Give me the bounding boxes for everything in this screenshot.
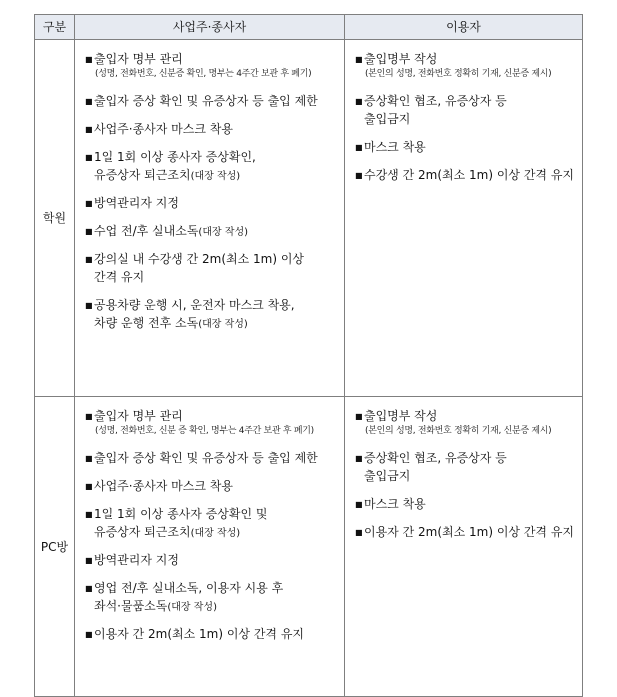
item-text: 출입금지 bbox=[364, 111, 411, 126]
item-text: 마스크 착용 bbox=[364, 496, 426, 511]
item-text-line bbox=[85, 148, 336, 166]
item-suffix: (대장 작성) bbox=[198, 318, 248, 330]
item-text: 증상확인 협조, 유증상자 등 bbox=[364, 450, 507, 465]
item-text: 유증상자 퇴근조치 bbox=[94, 524, 191, 539]
item-text: 출입금지 bbox=[364, 468, 411, 483]
square-bullet-icon: ■ bbox=[85, 453, 93, 463]
square-bullet-icon: ■ bbox=[85, 555, 93, 565]
item-text-line bbox=[85, 314, 336, 332]
list-item bbox=[355, 166, 574, 184]
item-text: 출입명부 작성 bbox=[364, 52, 438, 66]
item-text-line bbox=[85, 296, 336, 314]
item-text: 출입자 증상 확인 및 유증상자 등 출입 제한 bbox=[94, 450, 318, 465]
item-text: 사업주·종사자 마스크 착용 bbox=[94, 478, 233, 493]
list-item bbox=[85, 579, 336, 615]
item-text: 공용차량 운행 시, 운전자 마스크 착용, bbox=[94, 297, 295, 312]
item-text: 이용자 간 2m(최소 1m) 이상 간격 유지 bbox=[364, 524, 575, 539]
list-item bbox=[85, 250, 336, 286]
square-bullet-icon: ■ bbox=[85, 226, 93, 236]
item-text-line bbox=[355, 138, 574, 156]
item-text-line bbox=[355, 523, 574, 541]
item-text: 간격 유지 bbox=[94, 269, 145, 284]
item-text-line bbox=[355, 110, 574, 128]
header-user: 이용자 bbox=[345, 15, 583, 40]
item-suffix: (대장 작성) bbox=[198, 226, 249, 238]
item-text-line bbox=[85, 92, 336, 110]
item-suffix: (대장 작성) bbox=[167, 601, 217, 613]
item-text-line bbox=[355, 495, 574, 513]
square-bullet-icon: ■ bbox=[85, 152, 93, 162]
item-text-line bbox=[355, 50, 574, 68]
item-text: 수업 전/후 실내소독 bbox=[94, 223, 199, 238]
item-text-line bbox=[85, 194, 336, 212]
square-bullet-icon: ■ bbox=[355, 170, 363, 180]
table-row bbox=[35, 397, 583, 697]
item-text-line bbox=[85, 449, 336, 467]
item-note: (본인의 성명, 전화번호 정확히 기재, 신분증 제시) bbox=[365, 69, 552, 79]
list-item bbox=[85, 551, 336, 569]
item-text: 마스크 착용 bbox=[364, 139, 426, 154]
list-item bbox=[85, 148, 336, 184]
item-text: 방역관리자 지정 bbox=[94, 195, 179, 210]
item-text: 1일 1회 이상 종사자 증상확인 및 bbox=[94, 506, 268, 521]
item-text-line bbox=[85, 551, 336, 569]
square-bullet-icon: ■ bbox=[355, 527, 363, 537]
item-text: 출입자 명부 관리 bbox=[94, 409, 183, 423]
user-rules-cell bbox=[345, 397, 583, 697]
item-note: (본인의 성명, 전화번호 정확히 기재, 신분증 제시) bbox=[365, 426, 552, 436]
item-suffix: (대장 작성) bbox=[190, 527, 241, 539]
item-text-line bbox=[355, 407, 574, 425]
quarantine-rules-table bbox=[34, 14, 583, 697]
item-text: 출입자 명부 관리 bbox=[94, 52, 183, 66]
square-bullet-icon: ■ bbox=[85, 198, 93, 208]
item-text-line bbox=[355, 467, 574, 485]
item-list bbox=[355, 407, 574, 541]
category-cell: PC방 bbox=[35, 397, 75, 697]
item-text: 1일 1회 이상 종사자 증상확인, bbox=[94, 149, 256, 164]
list-item bbox=[355, 50, 574, 82]
item-text-line bbox=[85, 50, 336, 68]
square-bullet-icon: ■ bbox=[85, 96, 93, 106]
square-bullet-icon: ■ bbox=[85, 583, 93, 593]
item-text: 방역관리자 지정 bbox=[94, 552, 179, 567]
list-item bbox=[85, 449, 336, 467]
item-text: 강의실 내 수강생 간 2m(최소 1m) 이상 bbox=[94, 251, 305, 266]
item-text-line bbox=[85, 625, 336, 643]
header-operator: 사업주·종사자 bbox=[75, 15, 345, 40]
item-text-line bbox=[85, 579, 336, 597]
item-text-line bbox=[355, 449, 574, 467]
list-item bbox=[355, 495, 574, 513]
item-text: 이용자 간 2m(최소 1m) 이상 간격 유지 bbox=[94, 626, 305, 641]
operator-rules-cell bbox=[75, 40, 345, 397]
item-text: 영업 전/후 실내소독, 이용자 시용 후 bbox=[94, 580, 284, 595]
square-bullet-icon: ■ bbox=[85, 509, 93, 519]
item-text: 증상확인 협조, 유증상자 등 bbox=[364, 93, 507, 108]
square-bullet-icon: ■ bbox=[85, 629, 93, 639]
square-bullet-icon: ■ bbox=[85, 55, 93, 64]
item-text-line bbox=[85, 523, 336, 541]
square-bullet-icon: ■ bbox=[85, 124, 93, 134]
item-text-line bbox=[85, 597, 336, 615]
item-text-line bbox=[85, 250, 336, 268]
list-item bbox=[85, 296, 336, 332]
list-item bbox=[355, 407, 574, 439]
item-text-line bbox=[85, 166, 336, 184]
list-item bbox=[85, 92, 336, 110]
list-item bbox=[355, 92, 574, 128]
item-text-line bbox=[85, 477, 336, 495]
list-item bbox=[85, 505, 336, 541]
item-list bbox=[355, 50, 574, 184]
item-text-line bbox=[85, 505, 336, 523]
list-item bbox=[85, 222, 336, 240]
list-item bbox=[85, 625, 336, 643]
square-bullet-icon: ■ bbox=[85, 412, 93, 421]
item-suffix: (대장 작성) bbox=[190, 170, 241, 182]
square-bullet-icon: ■ bbox=[355, 453, 363, 463]
list-item bbox=[85, 50, 336, 82]
square-bullet-icon: ■ bbox=[85, 481, 93, 491]
table-row bbox=[35, 40, 583, 397]
square-bullet-icon: ■ bbox=[355, 499, 363, 509]
category-cell: 학원 bbox=[35, 40, 75, 397]
item-text: 수강생 간 2m(최소 1m) 이상 간격 유지 bbox=[364, 167, 575, 182]
square-bullet-icon: ■ bbox=[355, 96, 363, 106]
item-text: 사업주·종사자 마스크 착용 bbox=[94, 121, 233, 136]
item-note: (성명, 전화번호, 신분 증 확인, 명부는 4주간 보관 후 폐기) bbox=[95, 426, 314, 436]
list-item bbox=[85, 194, 336, 212]
item-text: 출입자 증상 확인 및 유증상자 등 출입 제한 bbox=[94, 93, 318, 108]
item-list bbox=[85, 50, 336, 332]
item-text-line bbox=[85, 407, 336, 425]
header-row bbox=[35, 15, 583, 40]
item-text: 유증상자 퇴근조치 bbox=[94, 167, 191, 182]
square-bullet-icon: ■ bbox=[355, 412, 363, 421]
item-text: 출입명부 작성 bbox=[364, 409, 438, 423]
square-bullet-icon: ■ bbox=[85, 254, 93, 264]
item-list bbox=[85, 407, 336, 643]
list-item bbox=[355, 449, 574, 485]
table-body bbox=[35, 40, 583, 697]
item-text-line bbox=[85, 120, 336, 138]
square-bullet-icon: ■ bbox=[355, 55, 363, 64]
item-text-line bbox=[355, 92, 574, 110]
user-rules-cell bbox=[345, 40, 583, 397]
operator-rules-cell bbox=[75, 397, 345, 697]
item-text-line bbox=[85, 268, 336, 286]
list-item bbox=[355, 523, 574, 541]
item-text-line bbox=[85, 222, 336, 240]
square-bullet-icon: ■ bbox=[85, 300, 93, 310]
list-item bbox=[85, 477, 336, 495]
square-bullet-icon: ■ bbox=[355, 142, 363, 152]
list-item bbox=[355, 138, 574, 156]
item-text: 차량 운행 전후 소독 bbox=[94, 315, 199, 330]
header-category: 구분 bbox=[35, 15, 75, 40]
list-item bbox=[85, 407, 336, 439]
item-text: 좌석·물품소독 bbox=[94, 598, 168, 613]
item-text-line bbox=[355, 166, 574, 184]
item-note: (성명, 전화번호, 신분증 확인, 명부는 4주간 보관 후 폐기) bbox=[95, 69, 312, 79]
list-item bbox=[85, 120, 336, 138]
